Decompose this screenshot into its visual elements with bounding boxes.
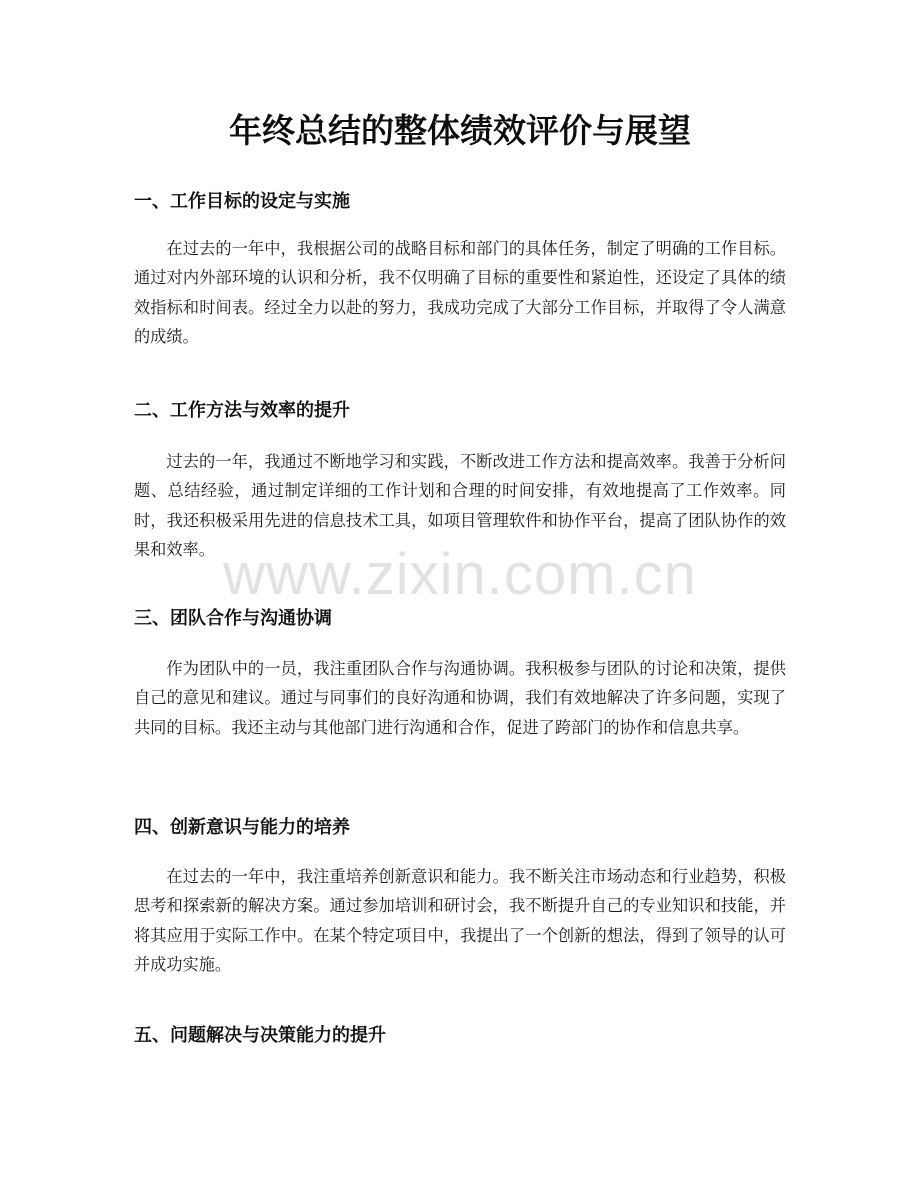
section-heading-2: 二、工作方法与效率的提升 [134,400,350,421]
section-paragraph-3: 作为团队中的一员，我注重团队合作与沟通协调。我积极参与团队的讨论和决策，提供自己的意见和建议。通过与同事们的良好沟通和协调，我们有效地解决了许多问题，实现了共同的目标。我还主动与其他部门进行沟通和合作，促进了跨部门的协作和信息共享。 [134,659,786,737]
section-paragraph-4: 在过去的一年中，我注重培养创新意识和能力。我不断关注市场动态和行业趋势，积极思考和探索新的解决方案。通过参加培训和研讨会，我不断提升自己的专业知识和技能，并将其应用于实际工作中。在某个特定项目中，我提出了一个创新的想法，得到了领导的认可并成功实施。 [134,867,786,974]
section-heading-1: 一、工作目标的设定与实施 [134,191,350,212]
section-heading-5: 五、问题解决与决策能力的提升 [134,1025,386,1046]
document-title: 年终总结的整体绩效评价与展望 [229,111,691,150]
section-paragraph-2: 过去的一年，我通过不断地学习和实践，不断改进工作方法和提高效率。我善于分析问题、总结经验，通过制定详细的工作计划和合理的时间安排，有效地提高了工作效率。同时，我还积极采用先进的信息技术工具，如项目管理软件和协作平台，提高了团队协作的效果和效率。 [134,452,786,559]
section-paragraph-1: 在过去的一年中，我根据公司的战略目标和部门的具体任务，制定了明确的工作目标。通过对内外部环境的认识和分析，我不仅明确了目标的重要性和紧迫性，还设定了具体的绩效指标和时间表。经过全力以赴的努力，我成功完成了大部分工作目标，并取得了令人满意的成绩。 [134,239,786,346]
section-heading-4: 四、创新意识与能力的培养 [134,817,350,838]
section-heading-3: 三、团队合作与沟通协调 [134,608,332,629]
watermark: www.zixin.com.cn [223,542,697,607]
